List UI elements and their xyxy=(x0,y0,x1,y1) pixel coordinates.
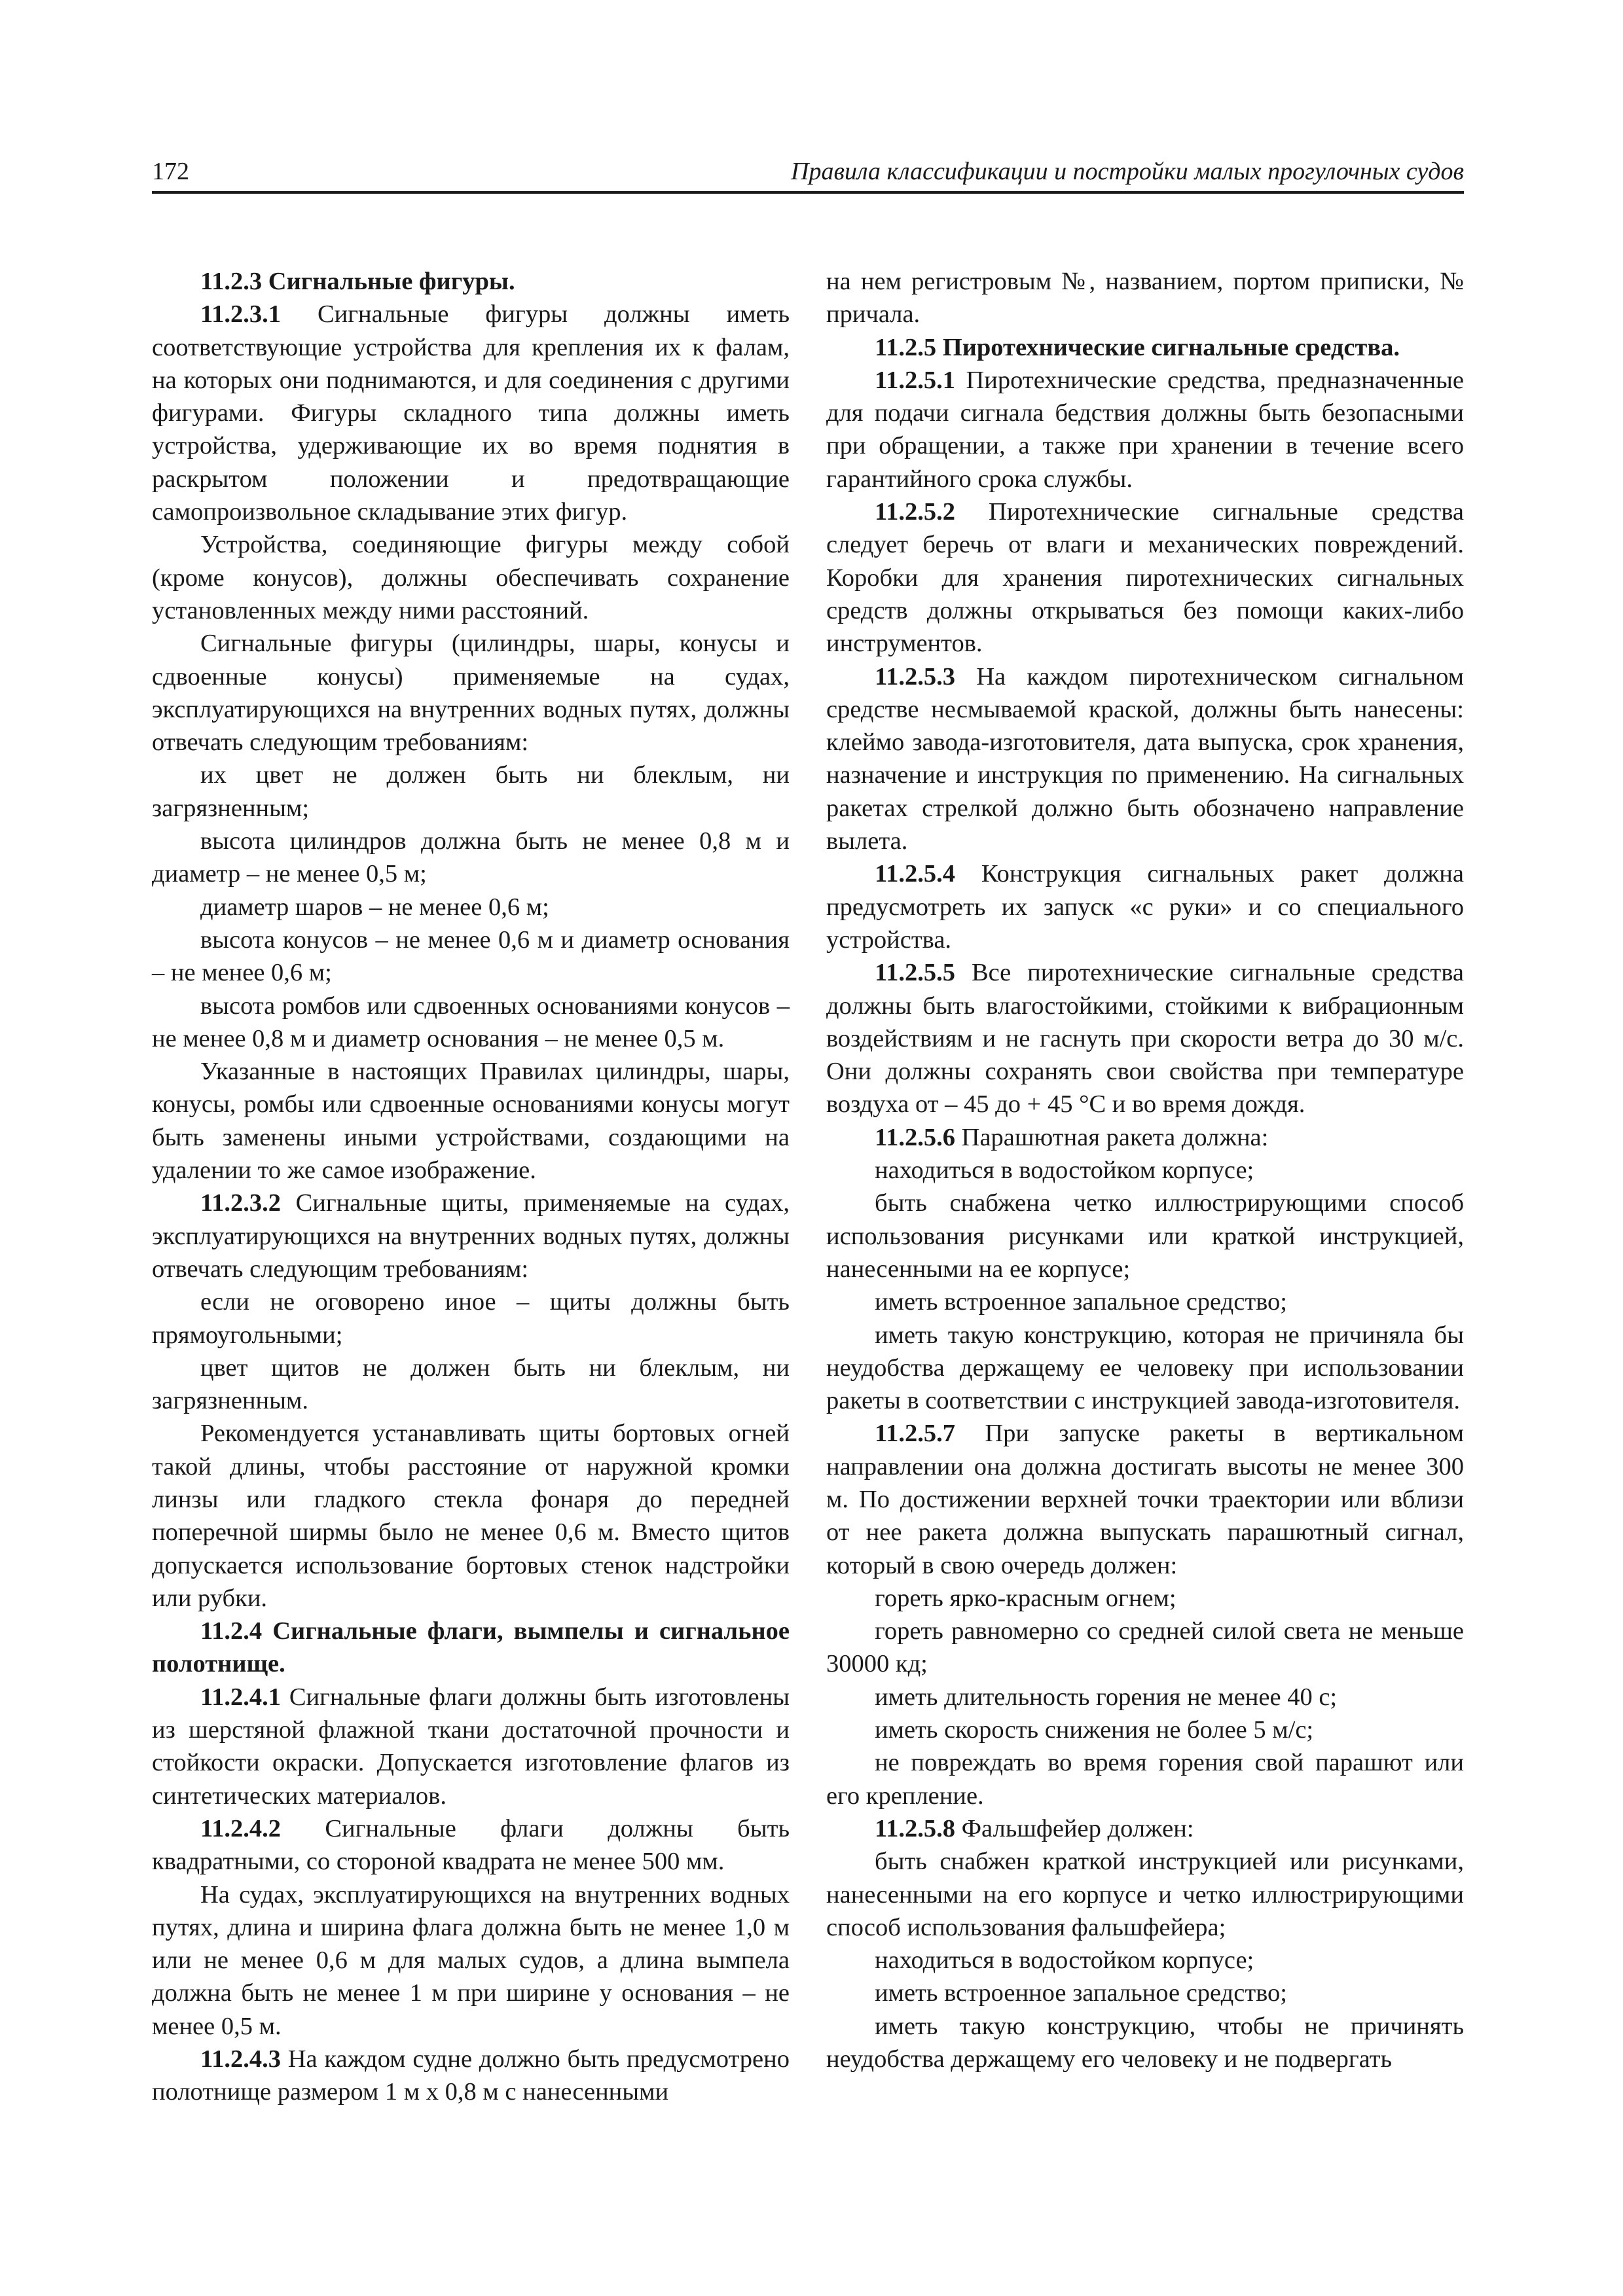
clause-text: на нем регистровым №, названием, портом приписки, № причала. xyxy=(826,268,1464,329)
clause-text: высота цилиндров должна быть не менее 0,8 м и диаметр – не менее 0,5 м; xyxy=(152,827,790,888)
clause-text: их цвет не должен быть ни блеклым, ни загрязненным; xyxy=(152,761,790,822)
left-text-column xyxy=(152,265,790,2109)
body-paragraph xyxy=(826,1944,1464,1977)
clause-text: Фальшфейер должен: xyxy=(961,1814,1194,1842)
clause-paragraph xyxy=(826,364,1464,495)
clause-paragraph xyxy=(152,2043,790,2109)
clause-paragraph xyxy=(152,1187,790,1285)
clause-text: диаметр шаров – не менее 0,6 м; xyxy=(200,893,549,921)
body-paragraph xyxy=(826,1615,1464,1681)
body-paragraph xyxy=(826,1319,1464,1418)
clause-number: 11.2.4.1 xyxy=(200,1683,282,1711)
clause-number: 11.2.3 xyxy=(200,268,263,295)
clause-text: Сигнальные флаги должны быть изготовлены из шерстяной флажной ткани достаточной прочности и стойкости окраски. Допускается изготовление флагов из синтетических материалов. xyxy=(152,1683,790,1810)
body-paragraph xyxy=(152,891,790,924)
clause-text: иметь встроенное запальное средство; xyxy=(875,1288,1288,1316)
clause-paragraph xyxy=(152,1812,790,1878)
body-paragraph xyxy=(826,1582,1464,1615)
body-paragraph xyxy=(826,265,1464,331)
clause-text: быть снабжена четко иллюстрирующими способ использования рисунками или краткой инструкцией, нанесенными на ее корпусе; xyxy=(826,1189,1464,1283)
page-number: 172 xyxy=(152,158,189,185)
body-paragraph xyxy=(826,1845,1464,1944)
clause-text: иметь встроенное запальное средство; xyxy=(875,1979,1288,2007)
clause-number: 11.2.5 xyxy=(875,333,937,361)
clause-text: Сигнальные флаги должны быть квадратными, со стороной квадрата не менее 500 мм. xyxy=(152,1814,790,1876)
body-paragraph xyxy=(826,2010,1464,2076)
clause-text: Сигнальные щиты, применяемые на судах, эксплуатирующихся на внутренних водных путях, должны отвечать следующим требованиям: xyxy=(152,1189,790,1283)
clause-paragraph xyxy=(826,660,1464,858)
clause-paragraph xyxy=(152,1681,790,1812)
clause-number: 11.2.5.3 xyxy=(875,662,956,691)
clause-number: 11.2.4.3 xyxy=(200,2045,282,2073)
clause-text: быть снабжен краткой инструкцией или рисунками, нанесенными на его корпусе и четко иллюстрирующими способ использования фальшфейера; xyxy=(826,1848,1464,1941)
clause-text: не повреждать во время горения свой парашют или его крепление. xyxy=(826,1749,1464,1810)
clause-paragraph xyxy=(152,298,790,528)
clause-text: иметь такую конструкцию, которая не причиняла бы неудобства держащему ее человеку при использовании ракеты в соответствии с инструкцией завода-изготовителя. xyxy=(826,1321,1464,1415)
clause-number: 11.2.3.1 xyxy=(200,300,282,329)
clause-text: Конструкция сигнальных ракет должна предусмотреть их запуск «с руки» и со специального устройства. xyxy=(826,860,1465,954)
clause-text: Сигнальные фигуры должны иметь соответствующие устройства для крепления их к фалам, на которых они поднимаются, и для соединения с другими фигурами. Фигуры складного типа должны иметь устройства, удерживающие их во время поднятия в раскрытом положении и предотвращающие самопроизвольное складывание этих фигур. xyxy=(152,300,790,526)
clause-text: На каждом судне должно быть предусмотрено полотнище размером 1 м х 0,8 м с нанесенными xyxy=(152,2045,790,2106)
clause-number: 11.2.5.2 xyxy=(875,498,956,526)
running-title: Правила классификации и постройки малых прогулочных судов xyxy=(791,158,1464,185)
clause-text: иметь скорость снижения не более 5 м/с; xyxy=(875,1716,1314,1744)
clause-text: На каждом пиротехническом сигнальном средстве несмываемой краской, должны быть нанесены: клеймо завода-изготовителя, дата выпуска, срок хранения, назначение и инструкция по применению. На сигнальных ракетах стрелкой должно быть обозначено направление вылета. xyxy=(826,662,1464,855)
clause-number: 11.2.4 xyxy=(200,1617,263,1645)
clause-text: Все пиротехнические сигнальные средства должны быть влагостойкими, стойкими к вибрационным воздействиям и не гаснуть при скорости ветра до 30 м/с. Они должны сохранять свои свойства при температуре воздуха от – 45 до + 45 °С и во время дождя. xyxy=(826,959,1464,1119)
clause-text: Устройства, соединяющие фигуры между собой (кроме конусов), должны обеспечивать сохранение установленных между ними расстояний. xyxy=(152,531,790,624)
clause-paragraph xyxy=(826,1417,1464,1581)
clause-paragraph xyxy=(152,1615,790,1681)
clause-text: Сигнальные фигуры (цилиндры, шары, конусы и сдвоенные конусы) применяемые на судах, эксплуатирующихся на внутренних водных путях, должны отвечать следующим требованиям: xyxy=(152,630,790,757)
body-paragraph xyxy=(152,759,790,825)
clause-text: цвет щитов не должен быть ни блеклым, ни загрязненным. xyxy=(152,1354,790,1415)
clause-text: На судах, эксплуатирующихся на внутренних водных путях, длина и ширина флага должна быть не менее 1,0 м или не менее 0,6 м для малых судов, а длина вымпела должна быть не менее 1 м при ширине у основания – не менее 0,5 м. xyxy=(152,1880,790,2040)
body-paragraph xyxy=(152,1352,790,1418)
clause-text: При запуске ракеты в вертикальном направлении она должна достигать высоты не менее 300 м. По достижении верхней точки траектории или вблизи от нее ракета должна выпускать парашютный сигнал, который в свою очередь должен: xyxy=(826,1420,1465,1579)
body-paragraph xyxy=(152,1878,790,2043)
clause-paragraph xyxy=(826,1812,1464,1845)
right-text-column xyxy=(826,265,1464,2075)
clause-text: Парашютная ракета должна: xyxy=(961,1123,1269,1151)
clause-paragraph xyxy=(152,265,790,298)
clause-text: Рекомендуется устанавливать щиты бортовых огней такой длины, чтобы расстояние от наружной кромки линзы или гладкого стекла фонаря до передней поперечной ширмы было не менее 0,6 м. Вместо щитов допускается использование бортовых стенок надстройки или рубки. xyxy=(152,1420,790,1612)
body-paragraph xyxy=(826,1746,1464,1812)
clause-text: если не оговорено иное – щиты должны быть прямоугольными; xyxy=(152,1288,790,1349)
clause-text: гореть ярко-красным огнем; xyxy=(875,1584,1176,1612)
clause-paragraph xyxy=(826,956,1464,1121)
clause-text: Пиротехнические средства, предназначенные для подачи сигнала бедствия должны быть безопасными при обращении, а также при хранении в течение всего гарантийного срока службы. xyxy=(826,366,1465,493)
body-paragraph xyxy=(826,1713,1464,1746)
clause-number: 11.2.5.4 xyxy=(875,860,956,888)
clause-text: Пиротехнические сигнальные средства следует беречь от влаги и механических повреждений. Коробки для хранения пиротехнических сигнальных средств должны открываться без помощи каких-либо инструментов. xyxy=(826,498,1464,658)
clause-heading: Сигнальные флаги, вымпелы и сигнальное полотнище. xyxy=(152,1617,790,1678)
clause-text: высота ромбов или сдвоенных основаниями конусов – не менее 0,8 м и диаметр основания – не менее 0,5 м. xyxy=(152,992,790,1052)
clause-text: гореть равномерно со средней силой света не меньше 30000 кд; xyxy=(826,1617,1464,1678)
clause-paragraph xyxy=(826,331,1464,364)
body-paragraph xyxy=(152,1417,790,1615)
body-paragraph xyxy=(152,990,790,1056)
clause-heading: Пиротехнические сигнальные средства. xyxy=(942,333,1400,361)
body-paragraph xyxy=(152,627,790,759)
body-paragraph xyxy=(152,924,790,990)
clause-text: Указанные в настоящих Правилах цилиндры, шары, конусы, ромбы или сдвоенные основаниями конусы могут быть заменены иными устройствами, создающими на удалении то же самое изображение. xyxy=(152,1058,790,1185)
clause-text: находиться в водостойком корпусе; xyxy=(875,1157,1254,1185)
body-paragraph xyxy=(826,1977,1464,2009)
running-header xyxy=(152,152,1464,194)
clause-number: 11.2.5.6 xyxy=(875,1123,956,1151)
clause-text: иметь длительность горения не менее 40 с; xyxy=(875,1683,1338,1711)
body-paragraph xyxy=(826,1285,1464,1318)
clause-number: 11.2.5.8 xyxy=(875,1814,956,1842)
body-paragraph xyxy=(826,1187,1464,1285)
body-paragraph xyxy=(826,1154,1464,1187)
body-paragraph xyxy=(152,1055,790,1187)
clause-number: 11.2.5.5 xyxy=(875,959,956,987)
clause-paragraph xyxy=(826,1121,1464,1154)
body-paragraph xyxy=(152,1285,790,1352)
clause-number: 11.2.5.1 xyxy=(875,366,956,394)
clause-paragraph xyxy=(826,857,1464,956)
clause-number: 11.2.4.2 xyxy=(200,1814,282,1842)
clause-paragraph xyxy=(826,495,1464,660)
clause-heading: Сигнальные фигуры. xyxy=(268,268,515,295)
clause-number: 11.2.3.2 xyxy=(200,1189,282,1217)
clause-text: иметь такую конструкцию, чтобы не причинять неудобства держащему его человеку и не подвергать xyxy=(826,2012,1464,2073)
clause-text: находиться в водостойком корпусе; xyxy=(875,1946,1254,1975)
body-paragraph xyxy=(826,1681,1464,1713)
clause-number: 11.2.5.7 xyxy=(875,1420,956,1448)
clause-text: высота конусов – не менее 0,6 м и диаметр основания – не менее 0,6 м; xyxy=(152,925,790,987)
body-paragraph xyxy=(152,825,790,891)
body-paragraph xyxy=(152,528,790,627)
